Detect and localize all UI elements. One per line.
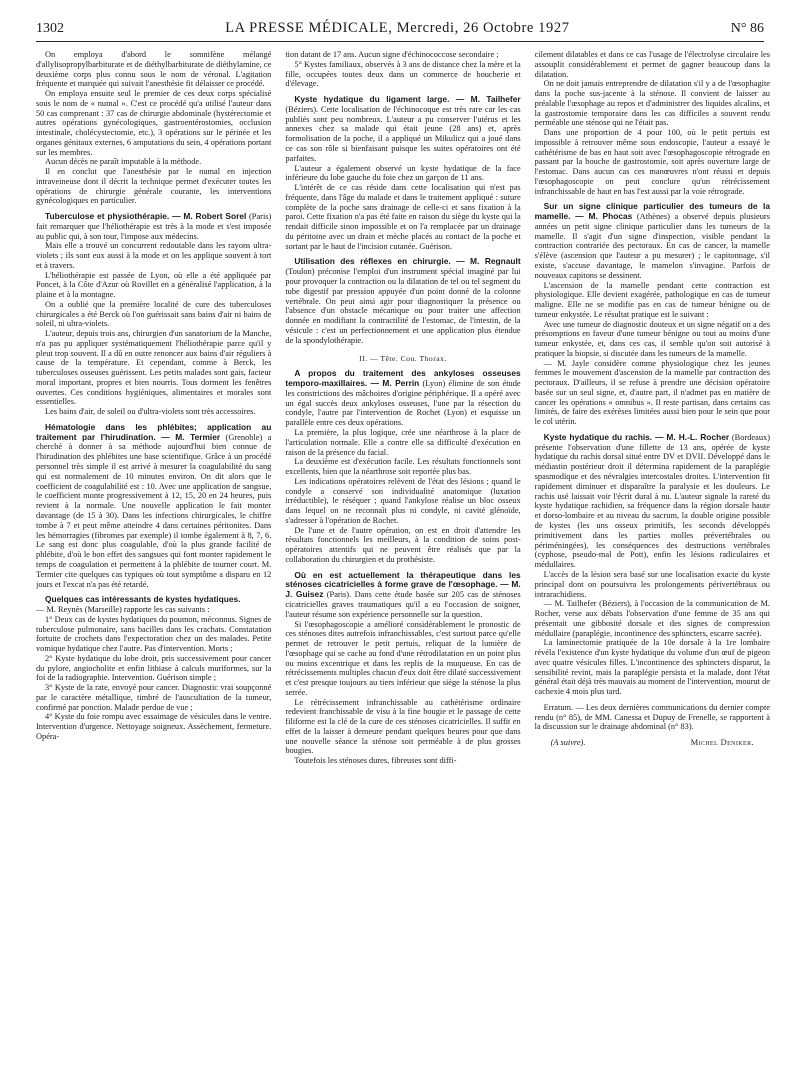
paragraph: De l'une et de l'autre opération, on est en droit d'attendre les résultats fonctionnels les meilleurs, à la condition de soins post-opératoires attentifs qui ne peuvent être réalisés que par la collaboration du chirurgien et du prothésiste.: [285, 525, 521, 564]
paragraph: La deuxième est d'exécution facile. Les résultats fonctionnels sont excellents, bien que la néarthrose soit reportée plus bas.: [285, 457, 521, 477]
paragraph: tion datant de 17 ans. Aucun signe d'échinococcose secondaire ;: [285, 50, 499, 59]
paragraph: — M. Jayle considère comme physiologique chez les jeunes femmes le mouvement d'ascension de la mamelle par contraction des pectoraux. D'ailleurs, il se refuse à prendre une décision opératoire basée sur un seul signe, et, d'autre part, il n'admet pas en matière de cancer les opérations « omnibus ». Il reste partisan, dans certains cas limités, de faire des exérèses limitées aussi bien pour le sein que pour le col utérin.: [534, 358, 770, 427]
to-be-continued: (A suivre).: [550, 738, 586, 748]
list-item: 1° Deux cas de kystes hydatiques du poumon, méconnus. Signes de tuberculose pulmonaire, sans bacilles dans les crachats. Constatation fortuite de crochets dans l'expectoration chez un des malades. Petite vomique hydatique chez l'autre. Pas d'intervention. Morts ;: [36, 614, 272, 654]
section-heading-kystes: Quelques cas intéressants de kystes hydatiques.: [45, 594, 241, 605]
list-item: 3° Kyste de la rate, envoyé pour cancer. Diagnostic vrai soupçonné par le caractère métallique, timbré de l'auscultation de la tumeur, confirmé par ponction. Malade perdue de vue ;: [36, 683, 272, 712]
paragraph: Le rétrécissement infranchissable au cathétérisme ordinaire redevient franchissable de visu à la fine bougie et le passage de cette filiforme est la clé de la cure de ces sténoses cicatricielles. Il suffit en effet de la laisser à demeure pendant quelques heures pour que dans une nouvelle séance la sténose soit perméable à de plus grosses bougies.: [285, 697, 521, 756]
page-number: 1302: [36, 21, 64, 36]
column-1: [36, 50, 271, 1076]
paragraph: On ne doit jamais entreprendre de dilatation s'il y a de l'œsophagite dans la poche sus-jacente à la sténose. Il convient de laisser au préalable l'œsophage au repos et d'administrer des liquides alcalins, et la gastrostomie temporaire dans les cas difficiles a souvent rendu perméable une sténose qui ne l'était pas.: [534, 79, 770, 128]
list-item: 5° Kystes familiaux, observés à 3 ans de distance chez la mère et la fille, occupées toutes deux dans un commerce de boucherie et d'élevage.: [285, 59, 521, 89]
paragraph: La laminectomie pratiquée de la 10e dorsale à la 1re lombaire révéla l'existence d'un kyste hydatique du volume d'un œuf de pigeon avec quatre vésicules filles. L'incontinence des sphincters disparut, la sensibilité revint, mais la paraplégie persista et la malade, dont l'état général était déjà très mauvais au moment de l'intervention, mourut de cachexie 4 mois plus tard.: [534, 638, 770, 697]
issue-number: N° 86: [730, 21, 764, 36]
author-signature: Michel Deniker.: [690, 738, 754, 748]
paragraph: La première, la plus logique, crée une néarthrose à la place de l'articulation normale. Elle a contre elle sa difficulté d'exécution en raison de la présence du facial.: [285, 428, 521, 457]
paragraph: L'ascension de la mamelle pendant cette contraction est physiologique. Elle devient exagérée, pathologique en cas de tumeur maligne. Elle ne se modifie pas en cas de tumeur bénigne ou de tumeur enkystée. Le résultat pratique est le suivant :: [534, 280, 770, 319]
list-item: 4° Kyste du foie rompu avec essaimage de vésicules dans le ventre. Intervention d'urgence. Nettoyage soigneux. Assèchement, fermeture. Opéra-: [36, 712, 272, 741]
paragraph: Mais elle a trouvé un concurrent redoutable dans les rayons ultra-violets ; ils sont eux aussi à la mode et on les applique souvent à tort et à travers.: [36, 241, 272, 270]
paragraph: L'intérêt de ce cas réside dans cette localisation qui n'est pas fréquente, dans l'âge du malade et dans le traitement appliqué : suture complète de la poche sans drainage de celle-ci et sans fixation à la paroi. Cette fixation n'a pas été faite en raison du siège du kyste qui la rendait difficile sinon impossible et on l'a remplacée par un drainage du péritoine avec un drain et mèche placés au contact de la poche et sortant par le haut de l'incision cutanée. Guérison.: [285, 183, 521, 251]
paragraph: L'auteur, depuis trois ans, chirurgien d'un sanatorium de la Manche, n'a pas pu appliquer systématiquement l'héliothérapie parce qu'il y pleut trop souvent. Il a dû en outre renoncer aux bains d'air réguliers à cause de la température. Et cependant, comme à Berck, les tuberculoses osseuses guérissent. Les petits malades sont gais, facteur moral important, propres et bien nourris. Tous dorment les fenêtres ouvertes. Ces conditions hygiéniques, alimentaires et morales sont essentielles.: [36, 329, 272, 407]
section-divider: II. — Tête. Cou. Thorax.: [359, 353, 447, 363]
article-columns: [36, 50, 770, 1076]
paragraph: On employa ensuite seul le premier de ces deux corps spécialisé sous le nom de « numal ». C'est ce procédé qu'a utilisé l'auteur dans 50 cas comprenant : 37 cas de chirurgie abdominale (hystérectomie et autres opérations gynécologiques, gastroentérostomies, occlusion intestinale, cholécystectomie, etc.), 3 opérations sur le périnée et les organes génitaux externes, 6 amputations du sein, 4 opérations portant sur les membres.: [36, 89, 272, 157]
erratum: Erratum. — Les deux dernières communications du dernier compte rendu (n° 85), de MM. Canessa et Dupuy de Frenelle, se rapportent à la discussion sur le drainage abdominal (n° 83).: [534, 702, 770, 732]
paragraph: Les indications opératoires relèvent de l'état des lésions ; quand le condyle a conservé son individualité anatomique (luxation irréductible), le réséquer ; quand l'ankylose réalise un bloc osseux dans lequel on ne reconnaît plus ni condyle, ni cavité glénoïde, s'adresser à l'opération de Rochet.: [285, 476, 521, 525]
section-heading-reflexes: Utilisation des réflexes en chirurgie. — M. Regnault (Toulon) préconise l'emploi d'un instrument spécial imaginé par lui pour provoquer la contraction ou la dilatation de tel ou tel segment du tube digestif par pression appuyée d'un point donné de la colonne vertébrale. On peut ainsi agir pour diagnostiquer la présence ou l'absence d'un obstacle mécanique ou pour traiter une affection donnée en modifiant la contractilité de l'estomac, de l'intestin, de la vésicule : c'est un perfectionnement et une application plus étendue de la spondylothérapie.: [285, 256, 521, 345]
paragraph: L'héliothérapie est passée de Lyon, où elle a été appliquée par Poncet, à la Côte d'Azur où Rovillet en a généralisé l'application, à la plaine et à la montagne.: [36, 270, 272, 300]
paragraph: On a oublié que la première localité de cure des tuberculoses chirurgicales a été Berck où l'on guérissait sans bains d'air ni bains de soleil, ni ultra-violets.: [36, 299, 272, 329]
paragraph: Toutefois les sténoses dures, fibreuses sont diffi-: [294, 756, 457, 766]
paragraph: Avec une tumeur de diagnostic douteux et un signe négatif on a des présomptions en faveur d'une tumeur bénigne ou tout au moins d'une tumeur enkystée, et, dans ces cas, il semble qu'on soit autorisé à pratiquer la biopsie, si discutée dans les tumeurs de la mamelle.: [534, 319, 770, 358]
journal-title: LA PRESSE MÉDICALE, Mercredi, 26 Octobre 1927: [225, 20, 570, 36]
section-heading-mamelle: Sur un signe clinique particulier des tumeurs de la mamelle. — M. Phocas (Athènes) a observé depuis plusieurs années un petit signe clinique particulier dans les tumeurs de la mamelle. Il s'agit d'un signe d'inspection, visible pendant la contraction contrariée des pectoraux. En cas de cancer, la mamelle s'élève (ascension que l'auteur a pu mesurer) ; le capitonnage, s'il existe, s'accuse davantage, le mamelon s'invagine. Parfois de nouveaux capitons se dessinent.: [534, 201, 770, 280]
paragraph: On employa d'abord le somnifène mélangé d'allylisopropylbarbiturate et de diéthylbarbiturate de diéthylamine, ce deuxième corps plus connu sous le nom de véronal. L'agitation fréquente et marquée qui suivait l'anesthésie fit délaisser ce procédé.: [36, 50, 272, 89]
paragraph: L'auteur a également observé un kyste hydatique de la face inférieure du lobe gauche du foie chez un garçon de 11 ans.: [285, 163, 521, 183]
section-heading-tuberculose: Tuberculose et physiothérapie. — M. Robert Sorel (Paris) fait remarquer que l'héliothérapie est très à la mode et s'est imposée au public qui, à son tour, l'impose aux médecins.: [36, 211, 272, 241]
paragraph: — M. Reynès (Marseille) rapporte les cas suivants :: [36, 605, 210, 615]
section-heading-ankyloses: A propos du traitement des ankyloses osseuses temporo-maxillaires. — M. Perrin (Lyon) élimine de son étude les constrictions des mâchoires d'origine périphérique. Il a opéré avec un égal succès deux ankyloses osseuses, l'une par la résection du condyle, l'autre par l'intervention de Rochet (Lyon) et esquisse un parallèle entre ces deux opérations.: [285, 368, 521, 428]
paragraph: Dans une proportion de 4 pour 100, où le petit pertuis est impossible à retrouver même sous endoscopie, l'auteur a essayé le cathétérisme de bas en haut soit avec l'œsophagoscopie rétrograde en passant par la bouche de gastrostomie, soit après ouverture large de l'estomac. Dans aucun cas ces manœuvres n'ont réussi et depuis l'œsophagoscopie on peut conclure qu'un rétrécissement infranchissable de haut en bas l'est aussi par la voie rétrograde.: [534, 128, 770, 196]
section-heading-ligament: Kyste hydatique du ligament large. — M. Tailhefer (Béziers). Cette localisation de l'échinocoque est très rare car les cas publiés sont peu nombreux. L'auteur a pu conserver l'utérus et les annexes chez sa malade qui était jeune (28 ans) et, après formolisation de la poche, il a appliqué un Mikulicz qui a joué dans ce cas son rôle si bienfaisant puisque les suites opératoires ont été parfaites.: [285, 94, 521, 163]
section-heading-hematologie: Hématologie dans les phlébites; application au traitement par l'hirudination. — M. Termier (Grenoble) a cherché à donner à sa méthode aujourd'hui bien connue de l'hirudination des phlébites une base scientifique. Grâce à un procédé personnel très simple il est arrivé à mesurer la coagulabilité du sang qui est normalement de 10 minutes environ. On dit alors que le coefficient de coagulabilité est : 10. Avec une application de sangsue, le coefficient monte progressivement à 12, 15, 20 en 24 heures, puis revient à la normale. Une nouvelle application le fait monter davantage (de 15 à 30). Dans les infections chirurgicales, le chiffre tombe à 7 et peut même atteindre 4 dans certaines péritonites. Dans les hémorragies (fibromes par exemple) il tombe également à 8, 7, 6. Le sang est donc plus coagulable, d'où la plus grande facilité de phlébite, d'où le bon effet des sangsues qui font monter rapidement le temps de coagulation et permettent à la phlébite de tourner court. M. Termier cite quelques cas typiques où tout symptôme a disparu en 12 jours et l'excat n'a pas été retardé.: [36, 421, 272, 589]
paragraph: cilement dilatables et dans ce cas l'usage de l'électrolyse circulaire les assouplit considérablement et permet de gagner beaucoup dans la dilatation.: [534, 50, 770, 79]
paragraph: — M. Tailhefer (Béziers), à l'occasion de la communication de M. Rocher, verse aux débats l'observation d'une femme de 35 ans qui présentait une gibbosité dorsale et des signes de compression médullaire (paraplégie, incontinence des sphincters, escarre sacrée).: [534, 599, 770, 638]
paragraph: Aucun décès ne paraît imputable à la méthode.: [45, 157, 202, 167]
section-heading-oesophage: Où en est actuellement la thérapeutique dans les sténoses cicatricielles à forme grave de l'œsophage. — M. J. Guisez (Paris). Dans cette étude basée sur 205 cas de sténoses cicatricielles graves traumatiques qu'il a eu l'occasion de soigner, l'auteur résume son expérience personnelle sur la question.: [285, 569, 521, 619]
paragraph: Il en conclut que l'anesthésie par le numal en injection intraveineuse dont il décrit la technique permet d'exécuter toutes les opérations de chirurgie générale courante, les interventions gynécologiques en particulier.: [36, 167, 272, 206]
page-header: [36, 14, 764, 42]
article-footer: [535, 738, 770, 748]
paragraph: Les bains d'air, de soleil ou d'ultra-violets sont très accessoires.: [45, 407, 256, 417]
list-item: 2° Kyste hydatique du lobe droit, pris successivement pour cancer du pylore, angiocholite et enfin lithiase à calculs muriformes, sur la foi de la radiographie. Intervention. Guérison simple ;: [36, 653, 272, 683]
column-2: [285, 50, 520, 1076]
paragraph: Si l'œsophagoscopie a amélioré considérablement le pronostic de ces sténoses dites autrefois infranchissables, c'est surtout parce qu'elle permet de retrouver le petit pertuis, reliquat de la lumière de l'œsophage qui se cache au fond d'une rétrodilatation en un point plus ou moins excentrique et dans les replis de la muqueuse. En cas de rétrécissements multiples chacun d'eux doit être dilaté successivement et c'est presque toujours au tiers inférieur que siège la sténose la plus serrée.: [285, 619, 521, 697]
paragraph: L'accès de la lésion sera basé sur une localisation exacte du kyste principal dont on poursuivra les prolongements périvertébraux ou intrarachidiens.: [534, 570, 770, 599]
section-heading-rachis: Kyste hydatique du rachis. — M. H.-L. Rocher (Bordeaux) présente l'observation d'une fillette de 13 ans, opérée de kyste hydatique du rachis dorsal situé entre DV et DVII. Développé dans le médiastin postérieur droit il détermina rapidement de la paraplégie spasmodique et des névralgies intercostales droites. L'intervention fit rapidement diminuer et disparaître la paralysie et les douleurs. Le rachis usé laissait voir l'écrit dural à nu. L'auteur signale la rareté du kyste hydatique rachidien, sa fréquence dans la région dorsale haute et dorso-lombaire et au niveau du sacrum, la double origine possible de kystes (les uns osseux primitifs, les seconds développés primitivement dans les parties molles prévertébrales ou périméningées), les conséquences des destructions vertébrales (cyphose, pseudo-mal de Pott), enfin les lésions radiculaires et médullaires.: [534, 431, 770, 570]
column-3: [535, 50, 770, 1076]
